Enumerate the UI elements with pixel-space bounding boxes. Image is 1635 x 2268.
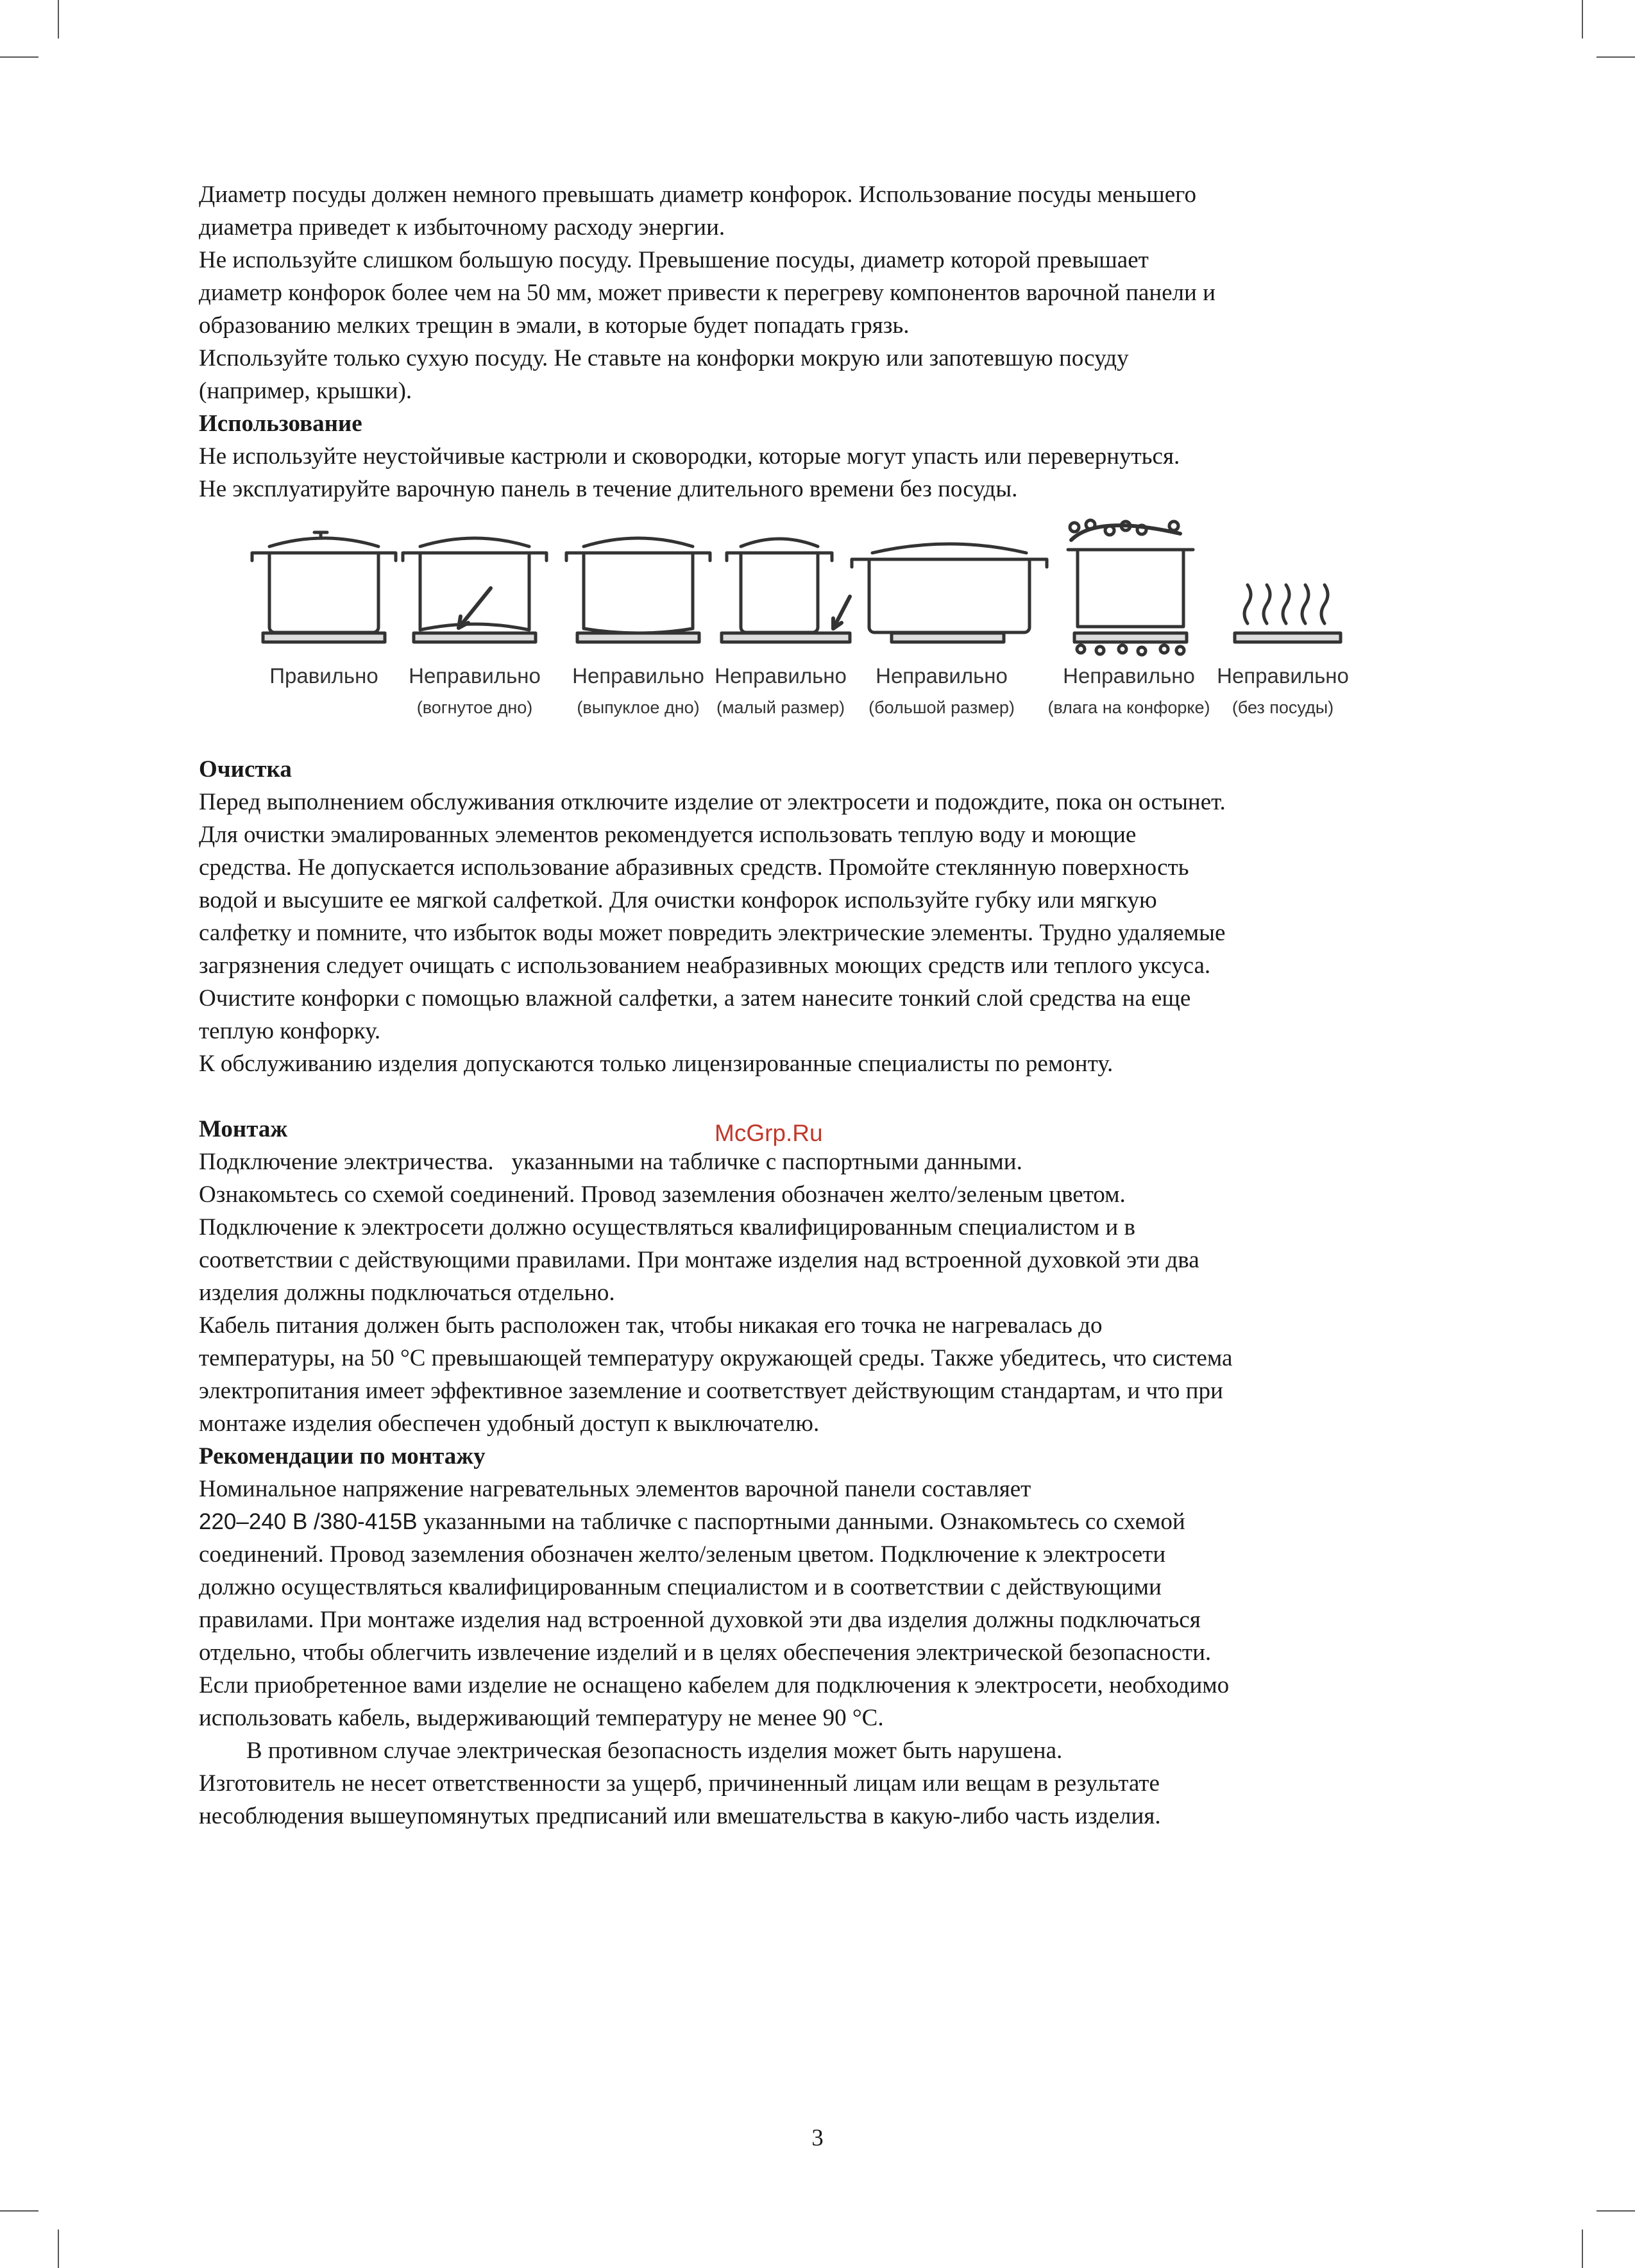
crop-mark [58, 2230, 59, 2268]
cookware-usage-figure [199, 514, 1437, 721]
figure-label: Неправильно [409, 664, 541, 688]
figure-label: Правильно [269, 664, 378, 688]
figure-label: Неправильно [1217, 664, 1349, 688]
large-pot-icon [852, 544, 1047, 642]
paragraph-line: монтаже изделия обеспечен удобный доступ к выключателю. [199, 1410, 820, 1437]
concave-bottom-pot-icon [403, 538, 546, 642]
paragraph-line: Очистите конфорки с помощью влажной салфетки, а затем нанесите тонкий слой средства на еще [199, 985, 1191, 1011]
paragraph-line: Не используйте неустойчивые кастрюли и сковородки, которые могут упасть или перевернуться. [199, 443, 1180, 470]
figure-label: Неправильно [1063, 664, 1195, 688]
paragraph-line: несоблюдения вышеупомянутых предписаний или вмешательства в какую-либо часть изделия. [199, 1803, 1161, 1829]
paragraph-line: К обслуживанию изделия допускаются только лицензированные специалисты по ремонту. [199, 1051, 1114, 1077]
small-pot-icon [722, 539, 850, 642]
figure-label: Неправильно [572, 664, 704, 688]
paragraph-line: водой и высушите ее мягкой салфеткой. Для очистки конфорок используйте губку или мягкую [199, 887, 1157, 913]
paragraph-line: Ознакомьтесь со схемой соединений. Провод заземления обозначен желто/зеленым цветом. [199, 1181, 1126, 1208]
paragraph-line: правилами. При монтаже изделия над встроенной духовкой эти два изделия должны подключаться [199, 1607, 1201, 1633]
crop-mark [1582, 0, 1583, 38]
paragraph-line: Если приобретенное вами изделие не оснащено кабелем для подключения к электросети, необходимо [199, 1672, 1230, 1698]
paragraph-line: салфетку и помните, что избыток воды может повредить электрические элементы. Трудно удаляемые [199, 920, 1226, 946]
page-number: 3 [811, 2125, 824, 2151]
paragraph-line: загрязнения следует очищать с использованием неабразивных моющих средств или теплого уксуса. [199, 952, 1211, 979]
paragraph-line: Для очистки эмалированных элементов рекомендуется использовать теплую воду и моющие [199, 822, 1137, 848]
section-heading-recommendations: Рекомендации по монтажу [199, 1443, 486, 1469]
figure-note: (без посуды) [1232, 698, 1334, 717]
paragraph-line: электропитания имеет эффективное заземление и соответствует действующим стандартам, и что при [199, 1378, 1223, 1404]
paragraph-line: соответствии с действующими правилами. При монтаже изделия над встроенной духовкой эти два [199, 1247, 1199, 1273]
figure-note: (выпуклое дно) [577, 698, 700, 717]
spacer [199, 1080, 1437, 1113]
paragraph-line: Подключение электричества. указанными на табличке с паспортными данными. [199, 1149, 1022, 1175]
watermark: McGrp.Ru [715, 1120, 823, 1146]
paragraph-line: Не используйте слишком большую посуду. Превышение посуды, диаметр которой превышает [199, 247, 1149, 273]
paragraph-line: должно осуществляться квалифицированным специалистом и в соответствии с действующими [199, 1574, 1162, 1600]
paragraph-line: Изготовитель не несет ответственности за ущерб, причиненный лицам или вещам в результате [199, 1770, 1160, 1797]
paragraph-line: Кабель питания должен быть расположен так, чтобы никакая его точка не нагревалась до [199, 1312, 1103, 1339]
paragraph-line: изделия должны подключаться отдельно. [199, 1280, 615, 1306]
figure-note: (вогнутое дно) [416, 698, 533, 717]
correct-pot-icon [252, 532, 396, 642]
crop-mark [1597, 56, 1635, 58]
section-heading-installation: Монтаж [199, 1116, 288, 1142]
figure-note: (большой размер) [868, 698, 1015, 717]
paragraph-line: диаметра приведет к избыточному расходу энергии. [199, 214, 725, 241]
paragraph-line: Подключение к электросети должно осуществляться квалифицированным специалистом и в [199, 1214, 1135, 1240]
voltage-line [199, 1505, 1437, 1538]
figure-label: Неправильно [876, 664, 1008, 688]
voltage-range: 220–240 В / [199, 1509, 320, 1534]
paragraph-line: Используйте только сухую посуду. Не ставьте на конфорки мокрую или запотевшую посуду [199, 345, 1129, 371]
figure-label: Неправильно [715, 664, 847, 688]
paragraph-line: использовать кабель, выдерживающий температуру не менее 90 °C. [199, 1705, 884, 1731]
figure-note: (влага на конфорке) [1047, 698, 1210, 717]
paragraph-line: образованию мелких трещин в эмали, в которые будет попадать грязь. [199, 312, 910, 339]
paragraph-line: средства. Не допускается использование абразивных средств. Промойте стеклянную поверхность [199, 854, 1189, 881]
convex-bottom-pot-icon [566, 538, 710, 642]
paragraph-line: (например, крышки). [199, 378, 412, 404]
voltage-line-rest: указанными на табличке с паспортными данными. Ознакомьтесь со схемой [417, 1509, 1185, 1535]
crop-mark [1582, 2230, 1583, 2268]
paragraph-line: теплую конфорку. [199, 1018, 381, 1044]
paragraph-line: Перед выполнением обслуживания отключите изделие от электросети и подождите, пока он остынет. [199, 789, 1226, 815]
figure-note: (малый размер) [716, 698, 845, 717]
cookware-illustrations [199, 514, 1437, 668]
paragraph-line: температуры, на 50 °C превышающей температуру окружающей среды. Также убедитесь, что система [199, 1345, 1233, 1371]
crop-mark [0, 56, 38, 58]
crop-mark [0, 2210, 38, 2212]
paragraph-line: Не эксплуатируйте варочную панель в течение длительного времени без посуды. [199, 476, 1018, 502]
paragraph-line: Номинальное напряжение нагревательных элементов варочной панели составляет [199, 1476, 1031, 1502]
page-content [199, 178, 1437, 1832]
paragraph-line-indented: В противном случае электрическая безопасность изделия может быть нарушена. [246, 1738, 1063, 1764]
voltage-range-alt: 380-415В [319, 1509, 418, 1534]
moisture-pot-icon [1068, 520, 1193, 655]
paragraph-line: отдельно, чтобы облегчить извлечение изделий и в целях обеспечения электрической безопасности. [199, 1639, 1212, 1666]
paragraph-line: соединений. Провод заземления обозначен желто/зеленым цветом. Подключение к электросети [199, 1541, 1166, 1568]
section-heading-cleaning: Очистка [199, 756, 292, 783]
section-heading-usage: Использование [199, 410, 362, 437]
paragraph-line: Диаметр посуды должен немного превышать диаметр конфорок. Использование посуды меньшего [199, 182, 1196, 208]
crop-mark [58, 0, 59, 38]
empty-burner-icon [1235, 585, 1341, 642]
paragraph-line: диаметр конфорок более чем на 50 мм, может привести к перегреву компонентов варочной панели и [199, 280, 1216, 306]
crop-mark [1597, 2210, 1635, 2212]
